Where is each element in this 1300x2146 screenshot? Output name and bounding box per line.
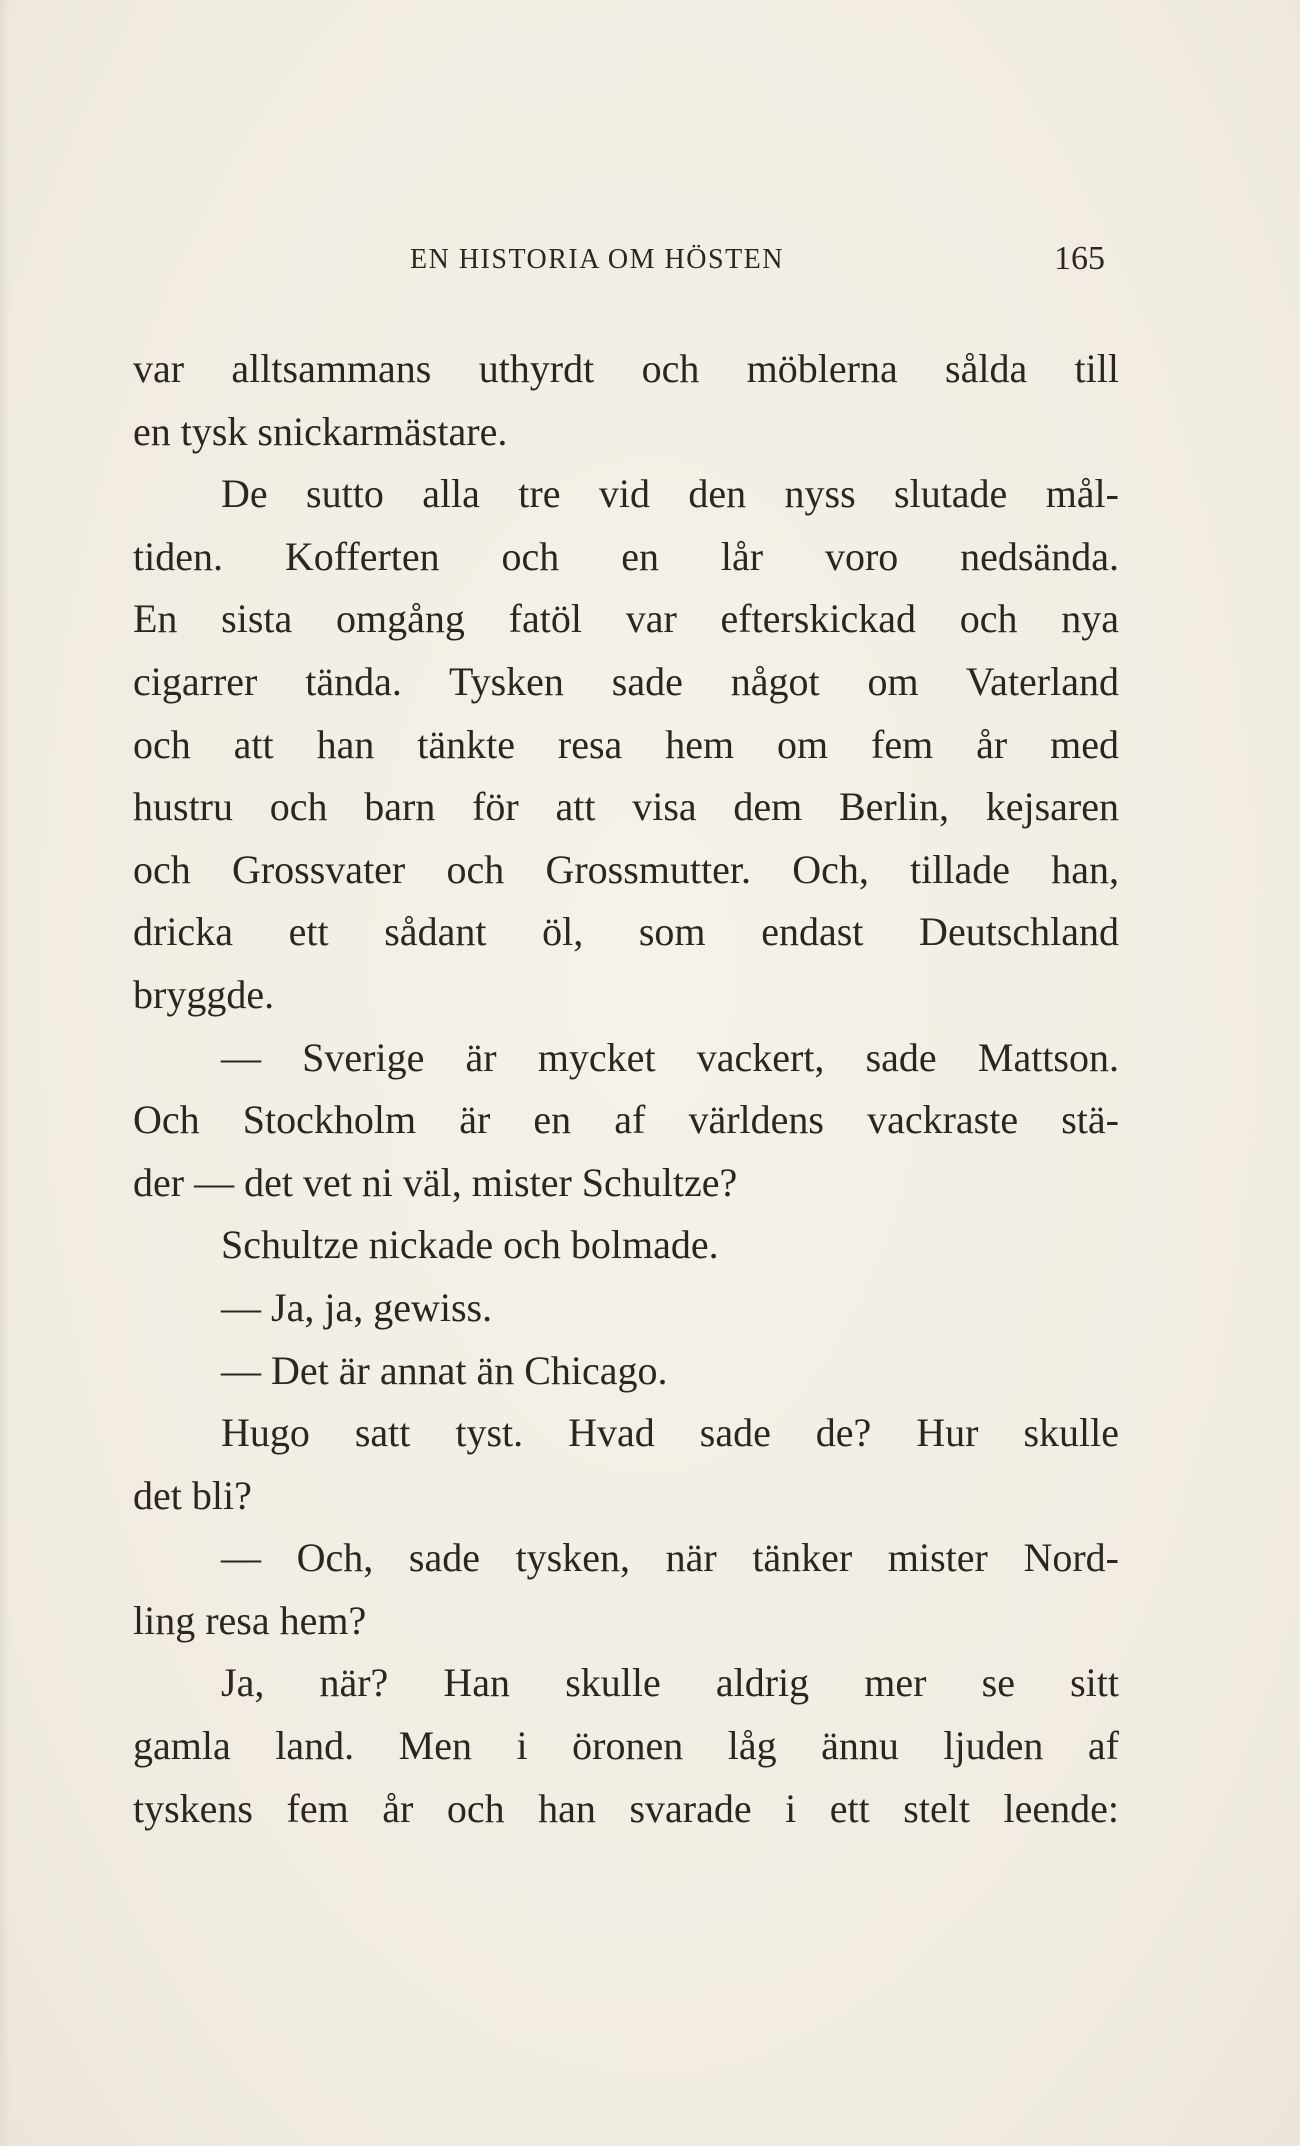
page-header: [0, 240, 1300, 280]
text-line: — Det är annat än Chicago.: [221, 1347, 668, 1393]
text-line: hustru och barn för att visa dem Berlin, kejsaren: [133, 784, 1119, 830]
text-line: Ja, när? Han skulle aldrig mer se sitt: [221, 1660, 1119, 1706]
text-line: och att han tänkte resa hem om fem år med: [133, 721, 1119, 767]
text-line: De sutto alla tre vid den nyss slutade mål-: [221, 471, 1119, 517]
text-line: ling resa hem?: [133, 1597, 367, 1643]
text-line: och Grossvater och Grossmutter. Och, tillade han,: [133, 846, 1119, 892]
text-line: en tysk snickarmästare.: [133, 408, 508, 454]
body-text: [133, 338, 1119, 1840]
text-line: En sista omgång fatöl var efterskickad och nya: [133, 596, 1119, 642]
text-line: tyskens fem år och han svarade i ett stelt leende:: [133, 1785, 1119, 1831]
text-line: dricka ett sådant öl, som endast Deutschland: [133, 909, 1119, 955]
text-line: tiden. Kofferten och en lår voro nedsända.: [133, 533, 1119, 579]
page-edge-shadow: [0, 0, 10, 2146]
text-line: cigarrer tända. Tysken sade något om Vaterland: [133, 658, 1119, 704]
text-line: — Ja, ja, gewiss.: [221, 1284, 493, 1330]
text-line: gamla land. Men i öronen låg ännu ljuden af: [133, 1723, 1119, 1769]
text-line: Hugo satt tyst. Hvad sade de? Hur skulle: [221, 1410, 1119, 1456]
page-number: 165: [1054, 240, 1105, 277]
text-line: der — det vet ni väl, mister Schultze?: [133, 1159, 738, 1205]
text-line: var alltsammans uthyrdt och möblerna sålda till: [133, 346, 1119, 391]
text-line: Och Stockholm är en af världens vackraste stä-: [133, 1097, 1119, 1143]
running-title: EN HISTORIA OM HÖSTEN: [410, 244, 784, 275]
text-line: Schultze nickade och bolmade.: [221, 1222, 719, 1268]
text-line: bryggde.: [133, 971, 275, 1017]
text-line: — Sverige är mycket vackert, sade Mattson.: [221, 1034, 1119, 1080]
text-line: — Och, sade tysken, när tänker mister Nord-: [221, 1535, 1119, 1581]
text-line: det bli?: [133, 1472, 252, 1518]
